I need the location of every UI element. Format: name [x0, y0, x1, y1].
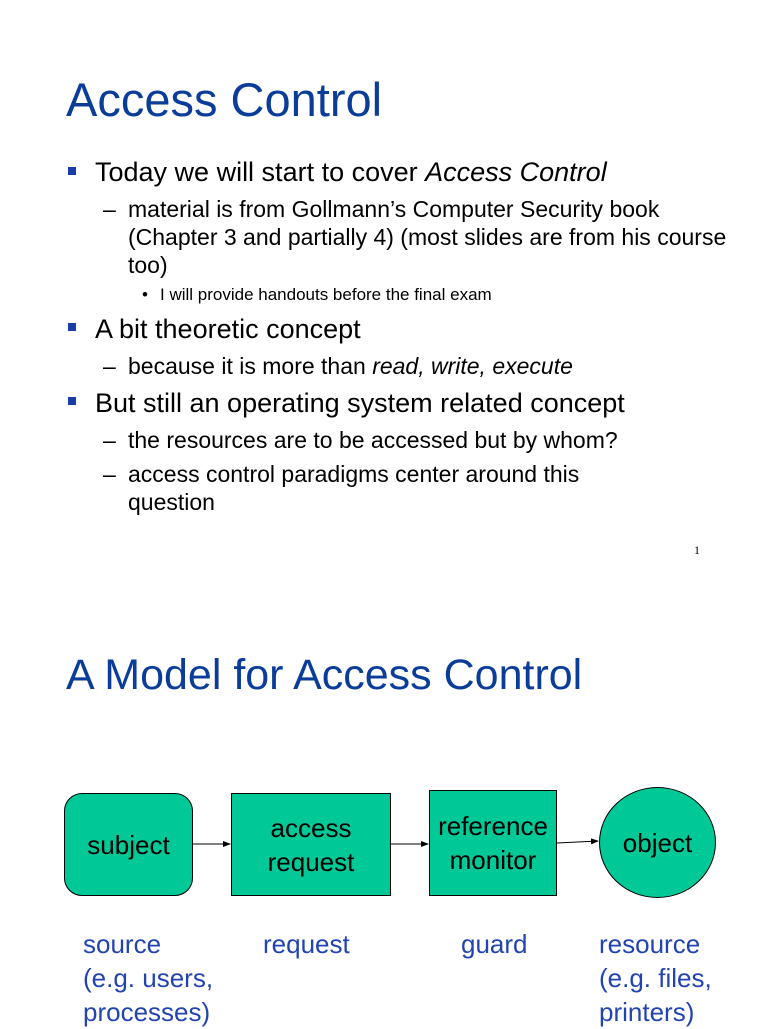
caption-source-line3: processes) [83, 997, 211, 1027]
reference-monitor-label-line1: reference [438, 811, 548, 841]
sub-bullet-text: because it is more than [128, 353, 373, 379]
caption-source-line2: (e.g. users, [83, 963, 214, 993]
slide-title: Access Control [66, 73, 383, 126]
bullet-os-concept: But still an operating system related concept [95, 388, 625, 418]
sub-bullet-resources: the resources are to be accessed but by whom? [128, 427, 618, 453]
slide-title: A Model for Access Control [66, 651, 583, 699]
dash-bullet-icon: – [103, 427, 116, 453]
object-node [599, 787, 716, 898]
caption-source-line1: source [83, 929, 162, 959]
slide-2 [0, 576, 768, 1027]
caption-resource-line3: printers) [599, 997, 695, 1027]
access-request-node [231, 793, 391, 896]
dash-bullet-icon: – [103, 353, 116, 379]
caption-resource [599, 927, 712, 1029]
sub-bullet-paradigms: access control paradigms center around this question [128, 461, 580, 515]
dot-bullet-icon: • [142, 285, 148, 304]
dash-bullet-icon: – [103, 461, 116, 487]
caption-request: request [263, 929, 350, 959]
subsub-bullet-handouts: I will provide handouts before the final exam [160, 285, 492, 304]
subject-label: subject [87, 829, 170, 860]
caption-resource-line2: (e.g. files, [599, 963, 712, 993]
access-request-label-line1: access [270, 812, 352, 843]
object-label: object [622, 827, 693, 858]
square-bullet-icon [68, 167, 76, 175]
bullet-theoretic: A bit theoretic concept [95, 314, 361, 344]
page-number: 1 [694, 543, 700, 557]
sub-bullet-because [128, 352, 728, 380]
caption-guard: guard [461, 929, 528, 959]
square-bullet-icon [68, 323, 76, 331]
sub-bullet-emphasis: read, write, execute [372, 353, 573, 379]
sub-bullet-material: material is from Gollmann’s Computer Security book (Chapter 3 and partially 4) (most slides are from his course too) [128, 196, 727, 278]
dash-bullet-icon: – [103, 196, 116, 222]
reference-monitor-node [429, 790, 557, 896]
caption-resource-line1: resource [599, 929, 701, 959]
bullet-text: Today we will start to cover [95, 157, 426, 187]
reference-monitor-label-line2: monitor [449, 845, 537, 875]
bullet-emphasis: Access Control [425, 157, 607, 187]
bullet-today [95, 156, 607, 188]
arrow-monitor-to-object [557, 841, 598, 843]
square-bullet-icon [68, 397, 76, 405]
access-request-label-line2: request [267, 846, 355, 877]
caption-source [83, 927, 213, 1029]
subject-node [64, 793, 193, 896]
